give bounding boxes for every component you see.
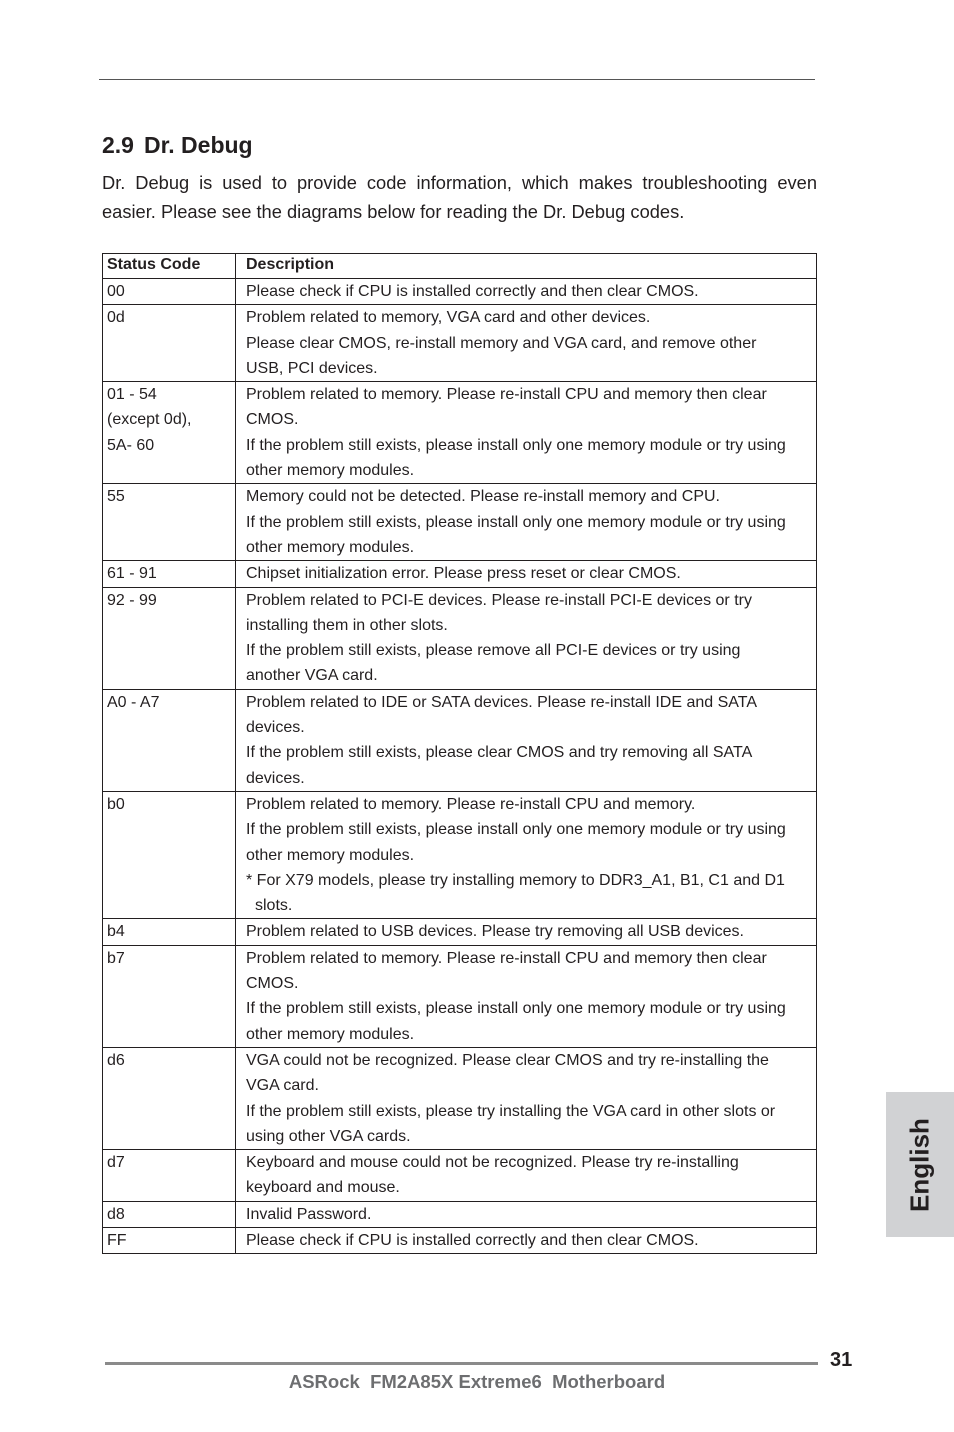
description-cell <box>236 919 817 945</box>
status-code-line: 0d <box>107 309 125 327</box>
status-code-line: b4 <box>107 923 125 941</box>
description-line: Memory could not be detected. Please re-install memory and CPU. <box>246 488 720 506</box>
table-row <box>103 1150 817 1202</box>
description-line: Problem related to PCI-E devices. Please re-install PCI-E devices or try <box>246 591 752 609</box>
description-line: using other VGA cards. <box>246 1127 411 1145</box>
description-cell <box>236 945 817 1047</box>
table-row <box>103 791 817 918</box>
section-title: Dr. Debug <box>143 132 253 158</box>
status-code-line: 00 <box>107 283 125 300</box>
status-code-line: b0 <box>107 795 125 813</box>
header-description: Description <box>236 254 817 279</box>
description-cell <box>236 1047 817 1149</box>
description-line: If the problem still exists, please remove all PCI-E devices or try using <box>246 642 741 660</box>
table-row <box>103 1047 817 1149</box>
description-line: If the problem still exists, please install only one memory module or try using <box>246 821 786 839</box>
description-cell <box>236 791 817 918</box>
status-code-line: A0 - A7 <box>107 693 160 711</box>
status-code-cell <box>103 689 236 791</box>
description-line: devices. <box>246 719 305 737</box>
table-row <box>103 689 817 791</box>
description-line: other memory modules. <box>246 846 415 864</box>
footer-title: ASRock FM2A85X Extreme6 Motherboard <box>288 1371 666 1392</box>
description-line: another VGA card. <box>246 667 378 685</box>
description-line: VGA card. <box>246 1077 319 1095</box>
description-line: Problem related to memory. Please re-install CPU and memory then clear <box>246 949 767 967</box>
description-cell <box>236 382 817 484</box>
status-code-line: d7 <box>107 1154 125 1172</box>
description-line: Please clear CMOS, re-install memory and VGA card, and remove other <box>246 334 757 352</box>
intro-paragraph: Dr. Debug is used to provide code information, which makes troubleshooting even easier. Please see the diagrams below for reading the Dr. Debug codes. <box>102 172 817 222</box>
debug-code-table <box>102 253 817 1254</box>
description-line: devices. <box>246 769 305 787</box>
description-line: Problem related to memory. Please re-install CPU and memory. <box>246 795 696 813</box>
description-cell <box>236 689 817 791</box>
status-code-cell <box>103 279 236 305</box>
table-row <box>103 1201 817 1227</box>
status-code-line: b7 <box>107 949 125 967</box>
table-row <box>103 382 817 484</box>
description-line: keyboard and mouse. <box>246 1179 400 1197</box>
description-line: Please check if CPU is installed correctly and then clear CMOS. <box>246 283 699 300</box>
description-line: Problem related to memory, VGA card and other devices. <box>246 309 651 327</box>
description-cell <box>236 1150 817 1202</box>
table-row <box>103 305 817 382</box>
language-tab-label: English <box>904 1117 935 1212</box>
description-line: Chipset initialization error. Please press reset or clear CMOS. <box>246 565 681 583</box>
description-line: Problem related to memory. Please re-install CPU and memory then clear <box>246 386 767 404</box>
description-line: other memory modules. <box>246 1025 415 1043</box>
status-code-line: (except 0d), <box>107 411 192 429</box>
table-row <box>103 484 817 561</box>
description-cell <box>236 279 817 305</box>
status-code-cell <box>103 382 236 484</box>
description-line: If the problem still exists, please try installing the VGA card in other slots or <box>246 1102 776 1120</box>
description-line: If the problem still exists, please install only one memory module or try using <box>246 513 786 531</box>
status-code-line: 61 - 91 <box>107 565 157 583</box>
description-line: If the problem still exists, please clear CMOS and try removing all SATA <box>246 744 753 762</box>
status-code-line: 5A- 60 <box>107 436 155 454</box>
status-code-cell <box>103 561 236 587</box>
description-cell <box>236 1201 817 1227</box>
status-code-cell <box>103 587 236 689</box>
description-cell <box>236 561 817 587</box>
status-code-cell <box>103 945 236 1047</box>
description-line: * For X79 models, please try installing memory to DDR3_A1, B1, C1 and D1 <box>246 871 785 889</box>
description-cell <box>236 587 817 689</box>
section-heading <box>102 132 253 159</box>
description-cell <box>236 1227 817 1253</box>
description-line: Please check if CPU is installed correctly and then clear CMOS. <box>246 1231 699 1249</box>
status-code-line: FF <box>107 1231 127 1249</box>
status-code-line: d6 <box>107 1051 125 1069</box>
status-code-cell <box>103 919 236 945</box>
status-code-cell <box>103 305 236 382</box>
description-line: If the problem still exists, please install only one memory module or try using <box>246 1000 786 1018</box>
language-tab <box>886 1092 954 1237</box>
table-row <box>103 587 817 689</box>
description-line: If the problem still exists, please install only one memory module or try using <box>246 436 786 454</box>
table-header-row <box>103 254 817 279</box>
description-line: VGA could not be recognized. Please clear CMOS and try re-installing the <box>246 1051 769 1069</box>
description-line: USB, PCI devices. <box>246 359 378 377</box>
status-code-cell <box>103 1227 236 1253</box>
description-line: Problem related to USB devices. Please try removing all USB devices. <box>246 923 744 941</box>
table-row <box>103 945 817 1047</box>
description-line: installing them in other slots. <box>246 616 448 634</box>
status-code-line: d8 <box>107 1205 125 1223</box>
description-line: slots. <box>255 897 293 915</box>
status-code-cell <box>103 791 236 918</box>
status-code-line: 92 - 99 <box>107 591 157 609</box>
status-code-line: 55 <box>107 488 125 506</box>
description-line: CMOS. <box>246 411 299 429</box>
description-line: CMOS. <box>246 975 299 993</box>
description-line: other memory modules. <box>246 462 415 480</box>
status-code-cell <box>103 484 236 561</box>
table-row <box>103 1227 817 1253</box>
table-row <box>103 279 817 305</box>
status-code-line: 01 - 54 <box>107 386 157 404</box>
table-body <box>103 279 817 1254</box>
status-code-cell <box>103 1047 236 1149</box>
table-row <box>103 919 817 945</box>
status-code-cell <box>103 1150 236 1202</box>
description-line: Problem related to IDE or SATA devices. Please re-install IDE and SATA <box>246 693 758 711</box>
description-cell <box>236 484 817 561</box>
description-cell <box>236 305 817 382</box>
description-line: other memory modules. <box>246 538 415 556</box>
footer-rule <box>105 1362 818 1365</box>
page-number: 31 <box>830 1349 853 1371</box>
status-code-cell <box>103 1201 236 1227</box>
top-rule <box>99 79 815 80</box>
header-status-code: Status Code <box>103 254 236 279</box>
description-line: Keyboard and mouse could not be recognized. Please try re-installing <box>246 1154 739 1172</box>
description-line: Invalid Password. <box>246 1205 372 1223</box>
section-number: 2.9 <box>102 132 134 158</box>
table-row <box>103 561 817 587</box>
